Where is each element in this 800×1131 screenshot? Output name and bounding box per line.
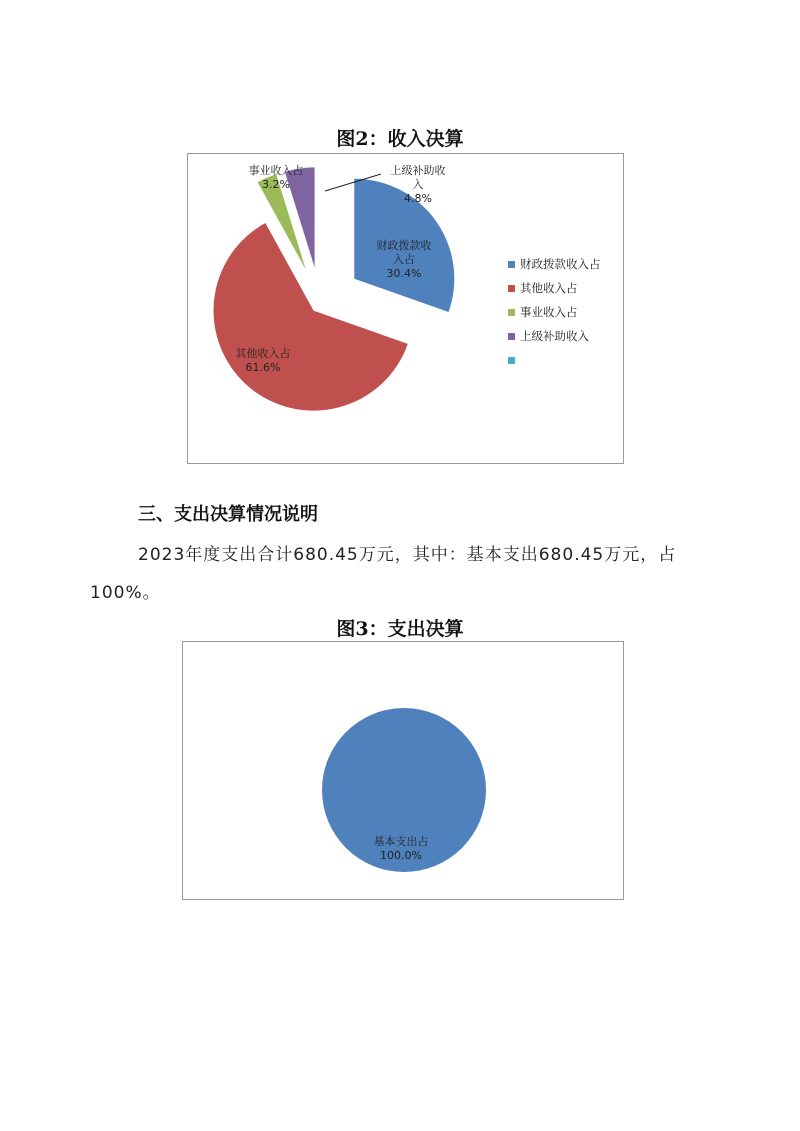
section3-paragraph-line2: 100%。: [90, 583, 161, 603]
legend-item: [508, 324, 601, 348]
legend-item: [508, 300, 601, 324]
legend-label: 财政拨款收入占: [520, 257, 601, 271]
section3-paragraph-line1: 2023年度支出合计680.45万元，其中：基本支出680.45万元，占: [138, 545, 677, 565]
legend-swatch: [508, 357, 515, 364]
income-legend: [508, 252, 601, 372]
legend-item: [508, 276, 601, 300]
label-superior-subsidy-text: 上级补助收: [390, 164, 446, 177]
label-financial-appropriation: [359, 239, 449, 281]
label-basic-expense-text: 基本支出占: [373, 835, 429, 848]
legend-swatch: [508, 333, 515, 340]
legend-label: 其他收入占: [520, 281, 578, 295]
label-financial-appropriation-text: 财政拨款收: [376, 239, 432, 252]
label-superior-subsidy-percent: 4.8%: [404, 192, 432, 205]
label-superior-subsidy: [373, 164, 463, 206]
legend-label: 上级补助收入: [520, 329, 589, 343]
label-financial-appropriation-text: 入占: [393, 253, 415, 266]
legend-swatch: [508, 261, 515, 268]
section3-heading: 三、支出决算情况说明: [138, 504, 318, 525]
expense-pie-chart: [182, 641, 624, 900]
figure2-title: 图2：收入决算: [336, 128, 464, 150]
figure3-title: 图3：支出决算: [336, 618, 464, 640]
label-financial-appropriation-percent: 30.4%: [386, 267, 422, 280]
label-business-income-text: 事业收入占: [248, 164, 304, 177]
legend-swatch: [508, 309, 515, 316]
label-other-income-text: 其他收入占: [235, 347, 291, 360]
label-other-income-percent: 61.6%: [245, 361, 281, 374]
income-pie-chart: [187, 153, 624, 464]
label-business-income-percent: 3.2%: [262, 178, 290, 191]
legend-swatch: [508, 285, 515, 292]
legend-item: [508, 348, 601, 372]
label-basic-expense: [356, 835, 446, 863]
label-basic-expense-percent: 100.0%: [380, 849, 422, 862]
legend-item: [508, 252, 601, 276]
label-business-income: [231, 164, 321, 192]
label-other-income: [218, 347, 308, 375]
label-superior-subsidy-text: 入: [412, 178, 424, 191]
legend-label: 事业收入占: [520, 305, 578, 319]
